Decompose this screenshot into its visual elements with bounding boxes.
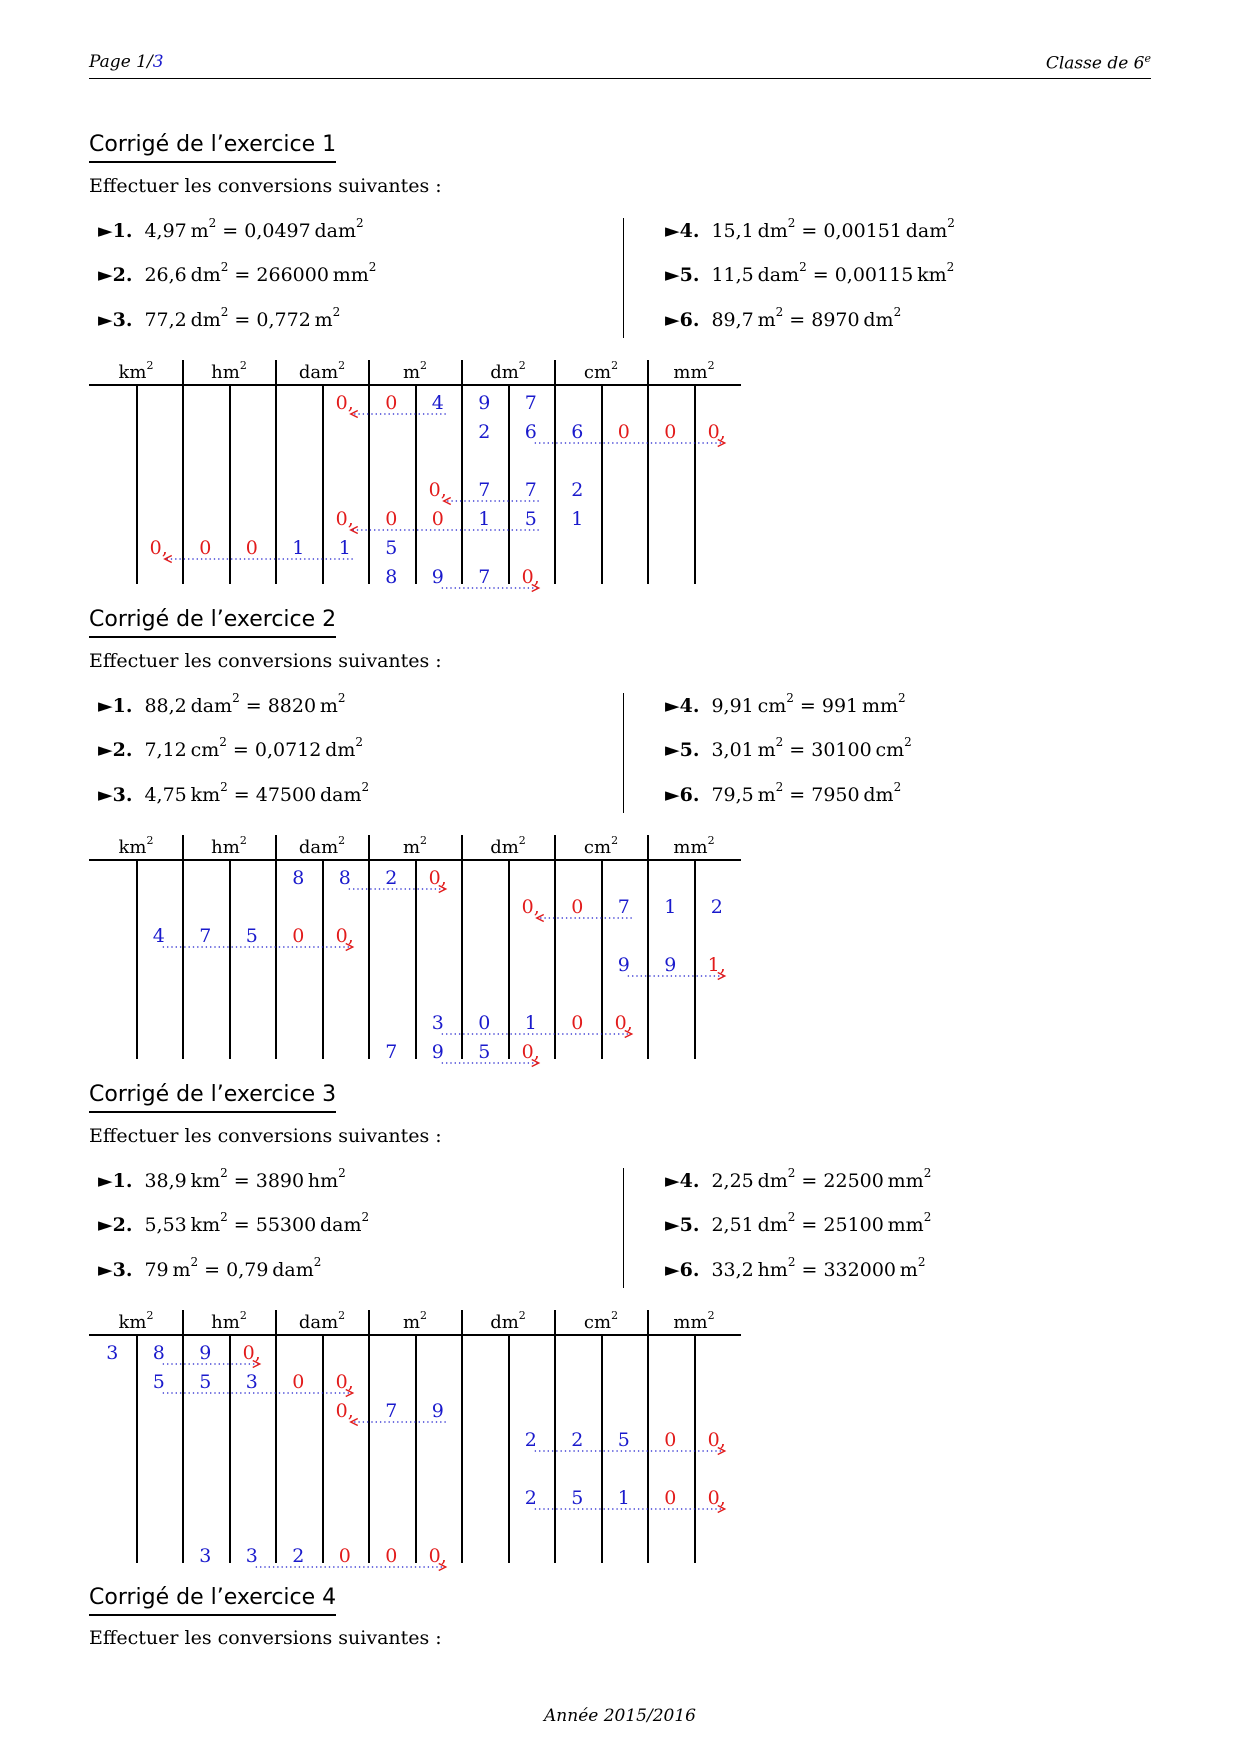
to-value: 0,79 bbox=[226, 1259, 269, 1281]
from-unit: hm bbox=[757, 1259, 788, 1281]
unit-exponent: 2 bbox=[787, 1210, 796, 1224]
from-value: 2,51 bbox=[711, 1214, 754, 1236]
unit-exponent: 2 bbox=[146, 834, 154, 847]
unit-name: dam bbox=[298, 362, 339, 383]
unit-name: hm bbox=[211, 1312, 240, 1333]
conversion-item: ►6. 33,2 $hm^2 = 332000$ $m^2$ bbox=[665, 1255, 926, 1281]
shift-arrow-head bbox=[718, 1506, 725, 1513]
unit-exponent: 2 bbox=[338, 359, 346, 372]
conversion-item: ►6. 89,7 $m^2 = 8970$ $dm^2$ bbox=[665, 305, 902, 331]
to-unit: cm bbox=[875, 739, 905, 761]
from-value: 26,6 bbox=[144, 264, 187, 286]
to-value: 0,00115 bbox=[834, 264, 914, 286]
table-digit: 5 bbox=[617, 1429, 630, 1451]
conversion-item: ►2. 5,53 $km^2 = 55300$ dam$^2$ bbox=[98, 1210, 370, 1236]
to-value: 55300 bbox=[255, 1214, 317, 1236]
unit-exponent: 2 bbox=[220, 1166, 228, 1180]
table-digit: 0 bbox=[385, 508, 398, 530]
table-digit: 8 bbox=[152, 1342, 165, 1364]
unit-name: dm bbox=[490, 1312, 519, 1333]
conversion-item: ►3. 77,2 $dm^2 = 0,772$ $m^2$ bbox=[98, 305, 341, 331]
to-unit: m bbox=[899, 1259, 918, 1281]
table-digit: 3 bbox=[245, 1545, 258, 1567]
table-digit: 0 bbox=[385, 392, 398, 414]
item-marker: ►6. bbox=[665, 1259, 700, 1281]
unit-exponent: 2 bbox=[220, 780, 228, 794]
to-value: 25100 bbox=[823, 1214, 884, 1236]
to-value: 7950 bbox=[811, 784, 860, 806]
table-digit: 4 bbox=[431, 392, 444, 414]
table-digit: 0 bbox=[338, 1545, 351, 1567]
table-digit: 1 bbox=[292, 537, 305, 559]
table-digit: 2 bbox=[292, 1545, 305, 1567]
table-digit: 0 bbox=[664, 1487, 677, 1509]
to-unit: m bbox=[319, 695, 338, 717]
table-digit: 5 bbox=[571, 1487, 584, 1509]
from-unit: dm bbox=[190, 264, 221, 286]
table-digit: 0 bbox=[571, 1012, 584, 1034]
table-digit: 2 bbox=[710, 896, 723, 918]
class-text: Classe de 6 bbox=[1045, 53, 1145, 74]
item-marker: ►1. bbox=[98, 1170, 133, 1192]
table-digit: 9 bbox=[199, 1342, 212, 1364]
unit-exponent: 2 bbox=[337, 691, 346, 705]
item-marker: ►5. bbox=[665, 1214, 700, 1236]
unit-exponent: 2 bbox=[775, 735, 784, 749]
unit-exponent: 2 bbox=[232, 691, 240, 705]
unit-exponent: 2 bbox=[338, 1309, 346, 1322]
unit-exponent: 2 bbox=[707, 359, 715, 372]
unit-exponent: 2 bbox=[420, 1309, 428, 1322]
unit-exponent: 2 bbox=[947, 216, 955, 230]
unit-exponent: 2 bbox=[220, 305, 229, 319]
exercise-title: Corrigé de l’exercice 2 bbox=[89, 607, 336, 638]
unit-exponent: 2 bbox=[707, 1309, 715, 1322]
unit-exponent: 2 bbox=[946, 260, 955, 274]
table-digit: 2 bbox=[478, 421, 491, 443]
unit-name: dm bbox=[490, 362, 519, 383]
shift-arrow-head bbox=[346, 1390, 353, 1397]
table-digit: 3 bbox=[431, 1012, 444, 1034]
unit-exponent: 2 bbox=[420, 359, 428, 372]
table-digit: 0, bbox=[242, 1342, 261, 1364]
unit-exponent: 2 bbox=[338, 834, 346, 847]
table-digit: 3 bbox=[245, 1371, 258, 1393]
table-digit: 1 bbox=[524, 1012, 537, 1034]
from-unit: cm bbox=[757, 695, 787, 717]
to-value: 0,0712 bbox=[254, 739, 322, 761]
table-digit: 0, bbox=[335, 1400, 354, 1422]
unit-exponent: 2 bbox=[332, 305, 341, 319]
table-digit: 0, bbox=[521, 566, 540, 588]
to-unit: dam bbox=[272, 1259, 314, 1281]
item-marker: ►3. bbox=[98, 1259, 133, 1281]
table-digit: 5 bbox=[385, 537, 398, 559]
from-unit: cm bbox=[190, 739, 220, 761]
item-marker: ►3. bbox=[98, 784, 133, 806]
table-digit: 0, bbox=[707, 421, 726, 443]
table-digit: 2 bbox=[571, 1429, 584, 1451]
item-marker: ►5. bbox=[665, 264, 700, 286]
unit-exponent: 2 bbox=[239, 1309, 247, 1322]
from-unit: km bbox=[190, 784, 221, 806]
unit-exponent: 2 bbox=[518, 834, 526, 847]
unit-exponent: 2 bbox=[368, 260, 377, 274]
table-digit: 9 bbox=[478, 392, 491, 414]
to-unit: mm bbox=[861, 695, 898, 717]
from-value: 88,2 bbox=[144, 695, 187, 717]
table-digit: 0 bbox=[385, 1545, 398, 1567]
unit-name: hm bbox=[211, 837, 240, 858]
from-unit: m bbox=[190, 220, 209, 242]
unit-exponent: 2 bbox=[361, 1210, 370, 1224]
to-unit: m bbox=[314, 309, 333, 331]
unit-exponent: 2 bbox=[338, 1166, 346, 1180]
from-value: 79 bbox=[144, 1259, 169, 1281]
table-digit: 2 bbox=[524, 1429, 537, 1451]
table-digit: 9 bbox=[664, 954, 677, 976]
table-digit: 4 bbox=[152, 925, 165, 947]
to-unit: mm bbox=[887, 1170, 924, 1192]
from-unit: dam bbox=[757, 264, 800, 286]
to-value: 22500 bbox=[823, 1170, 884, 1192]
to-value: 8820 bbox=[267, 695, 317, 717]
table-digit: 0 bbox=[617, 421, 630, 443]
unit-exponent: 2 bbox=[219, 735, 227, 749]
unit-name: km bbox=[118, 362, 147, 383]
item-marker: ►5. bbox=[665, 739, 700, 761]
table-digit: 5 bbox=[524, 508, 537, 530]
unit-name: cm bbox=[583, 1312, 612, 1333]
from-unit: km bbox=[190, 1170, 221, 1192]
table-digit: 9 bbox=[431, 566, 444, 588]
unit-exponent: 2 bbox=[313, 1255, 322, 1269]
conversion-item: ►5. 11,5 dam$^2$ = 0,00115 $km^2$ bbox=[665, 260, 955, 286]
unit-exponent: 2 bbox=[707, 834, 715, 847]
table-digit: 3 bbox=[199, 1545, 212, 1567]
to-value: 8970 bbox=[811, 309, 860, 331]
item-marker: ►2. bbox=[98, 739, 133, 761]
shift-arrow-head bbox=[718, 1448, 725, 1455]
unit-exponent: 2 bbox=[897, 691, 906, 705]
unit-name: m bbox=[402, 837, 421, 858]
conversion-item: ►4. 2,25 $dm^2 = 22500$ $mm^2$ bbox=[665, 1166, 932, 1192]
to-unit: km bbox=[917, 264, 947, 286]
from-unit: dm bbox=[757, 1214, 788, 1236]
unit-exponent: 2 bbox=[786, 691, 794, 705]
unit-name: cm bbox=[583, 362, 612, 383]
unit-exponent: 2 bbox=[904, 735, 912, 749]
unit-exponent: 2 bbox=[787, 216, 796, 230]
unit-exponent: 2 bbox=[518, 359, 526, 372]
table-digit: 0, bbox=[521, 1041, 540, 1063]
item-marker: ►1. bbox=[98, 220, 133, 242]
to-value: 3890 bbox=[255, 1170, 305, 1192]
conversion-item: ►1. 4,97 $m^2 = 0,0497$ dam$^2$ bbox=[98, 216, 364, 242]
table-digit: 0, bbox=[614, 1012, 633, 1034]
table-digit: 0, bbox=[707, 1487, 726, 1509]
unit-name: m bbox=[402, 1312, 421, 1333]
table-digit: 7 bbox=[385, 1400, 398, 1422]
to-unit: mm bbox=[332, 264, 369, 286]
unit-name: hm bbox=[211, 362, 240, 383]
table-digit: 1 bbox=[338, 537, 351, 559]
item-marker: ►4. bbox=[665, 220, 700, 242]
from-value: 2,25 bbox=[711, 1170, 754, 1192]
class-sup: e bbox=[1144, 52, 1151, 65]
from-value: 79,5 bbox=[711, 784, 754, 806]
unit-name: m bbox=[402, 362, 421, 383]
table-digit: 0, bbox=[707, 1429, 726, 1451]
page-total-link[interactable]: 3 bbox=[152, 52, 164, 72]
unit-exponent: 2 bbox=[923, 1210, 932, 1224]
to-value: 332000 bbox=[823, 1259, 896, 1281]
unit-name: mm bbox=[673, 837, 708, 858]
table-digit: 0 bbox=[292, 1371, 305, 1393]
from-unit: m bbox=[757, 739, 776, 761]
unit-exponent: 2 bbox=[611, 1309, 619, 1322]
from-unit: m bbox=[757, 784, 776, 806]
unit-name: dam bbox=[298, 1312, 339, 1333]
table-digit: 7 bbox=[478, 479, 491, 501]
from-value: 9,91 bbox=[711, 695, 754, 717]
unit-exponent: 2 bbox=[356, 216, 364, 230]
conversion-item: ►2. 7,12 $cm^2 = 0,0712$ $dm^2$ bbox=[98, 735, 363, 761]
table-digit: 1 bbox=[478, 508, 491, 530]
table-digit: 3 bbox=[106, 1342, 119, 1364]
table-digit: 5 bbox=[478, 1041, 491, 1063]
to-value: 991 bbox=[821, 695, 859, 717]
table-digit: 0 bbox=[571, 896, 584, 918]
item-marker: ►3. bbox=[98, 309, 133, 331]
from-unit: dam bbox=[190, 695, 233, 717]
exercise-title: Corrigé de l’exercice 3 bbox=[89, 1082, 336, 1113]
unit-name: mm bbox=[673, 362, 708, 383]
unit-exponent: 2 bbox=[220, 1210, 228, 1224]
table-digit: 1 bbox=[664, 896, 677, 918]
to-unit: hm bbox=[307, 1170, 339, 1192]
exercise-instruction: Effectuer les conversions suivantes : bbox=[89, 1627, 442, 1649]
unit-exponent: 2 bbox=[239, 359, 247, 372]
table-digit: 0, bbox=[428, 1545, 447, 1567]
unit-exponent: 2 bbox=[923, 1166, 932, 1180]
unit-exponent: 2 bbox=[190, 1255, 199, 1269]
unit-exponent: 2 bbox=[146, 1309, 154, 1322]
unit-exponent: 2 bbox=[917, 1255, 926, 1269]
unit-exponent: 2 bbox=[787, 1255, 796, 1269]
table-digit: 0 bbox=[245, 537, 258, 559]
table-digit: 1 bbox=[617, 1487, 630, 1509]
exercise-instruction: Effectuer les conversions suivantes : bbox=[89, 1125, 442, 1147]
conversion-item: ►3. 4,75 $km^2 = 47500$ dam$^2$ bbox=[98, 780, 370, 806]
table-digit: 2 bbox=[524, 1487, 537, 1509]
table-digit: 7 bbox=[199, 925, 212, 947]
unit-exponent: 2 bbox=[361, 780, 370, 794]
item-marker: ►4. bbox=[665, 695, 700, 717]
table-digit: 0 bbox=[664, 421, 677, 443]
table-digit: 6 bbox=[571, 421, 584, 443]
unit-exponent: 2 bbox=[611, 834, 619, 847]
conversion-item: ►5. 3,01 $m^2 = 30100$ $cm^2$ bbox=[665, 735, 912, 761]
table-digit: 7 bbox=[478, 566, 491, 588]
conversion-item: ►1. 38,9 $km^2 = 3890$ $hm^2$ bbox=[98, 1166, 346, 1192]
unit-exponent: 2 bbox=[208, 216, 217, 230]
table-digit: 5 bbox=[245, 925, 258, 947]
unit-exponent: 2 bbox=[775, 780, 784, 794]
unit-exponent: 2 bbox=[146, 359, 154, 372]
table-digit: 1, bbox=[707, 954, 726, 976]
to-value: 0,00151 bbox=[823, 220, 902, 242]
page-label: Page 1/ bbox=[89, 52, 153, 72]
to-unit: dam bbox=[319, 784, 362, 806]
unit-name: km bbox=[118, 837, 147, 858]
table-digit: 2 bbox=[385, 867, 398, 889]
from-unit: dm bbox=[757, 220, 788, 242]
from-unit: dm bbox=[190, 309, 221, 331]
table-digit: 7 bbox=[524, 479, 537, 501]
unit-name: km bbox=[118, 1312, 147, 1333]
unit-exponent: 2 bbox=[355, 735, 363, 749]
table-digit: 0, bbox=[149, 537, 168, 559]
item-marker: ►2. bbox=[98, 264, 133, 286]
unit-exponent: 2 bbox=[220, 260, 229, 274]
from-unit: m bbox=[172, 1259, 191, 1281]
table-digit: 0, bbox=[428, 479, 447, 501]
unit-exponent: 2 bbox=[611, 359, 619, 372]
from-value: 33,2 bbox=[711, 1259, 754, 1281]
from-unit: dm bbox=[757, 1170, 788, 1192]
conversion-item: ►2. 26,6 $dm^2 = 266000$ $mm^2$ bbox=[98, 260, 377, 286]
from-value: 77,2 bbox=[144, 309, 187, 331]
from-value: 7,12 bbox=[144, 739, 187, 761]
conversion-item: ►3. 79 $m^2 = 0,79$ dam$^2$ bbox=[98, 1255, 322, 1281]
table-digit: 7 bbox=[524, 392, 537, 414]
to-value: 47500 bbox=[255, 784, 317, 806]
unit-exponent: 2 bbox=[239, 834, 247, 847]
unit-name: cm bbox=[583, 837, 612, 858]
table-digit: 1 bbox=[571, 508, 584, 530]
to-value: 0,772 bbox=[256, 309, 311, 331]
to-value: 30100 bbox=[811, 739, 872, 761]
exercise-title: Corrigé de l’exercice 4 bbox=[89, 1585, 336, 1616]
item-marker: ►6. bbox=[665, 309, 700, 331]
table-digit: 8 bbox=[292, 867, 305, 889]
conversion-item: ►4. 15,1 $dm^2 = 0,00151$ dam$^2$ bbox=[665, 216, 955, 242]
from-unit: m bbox=[757, 309, 776, 331]
to-unit: dm bbox=[863, 309, 894, 331]
table-digit: 0, bbox=[521, 896, 540, 918]
exercise-title: Corrigé de l’exercice 1 bbox=[89, 132, 336, 163]
unit-exponent: 2 bbox=[799, 260, 807, 274]
table-digit: 0, bbox=[335, 925, 354, 947]
unit-name: dam bbox=[298, 837, 339, 858]
to-unit: dm bbox=[325, 739, 356, 761]
from-value: 4,75 bbox=[144, 784, 187, 806]
to-value: 0,0497 bbox=[244, 220, 311, 242]
to-unit: dam bbox=[314, 220, 357, 242]
from-value: 4,97 bbox=[144, 220, 187, 242]
table-digit: 0, bbox=[428, 867, 447, 889]
unit-exponent: 2 bbox=[775, 305, 784, 319]
table-digit: 0, bbox=[335, 1371, 354, 1393]
table-digit: 0 bbox=[478, 1012, 491, 1034]
page-footer: Année 2015/2016 bbox=[544, 1706, 696, 1726]
unit-name: dm bbox=[490, 837, 519, 858]
table-digit: 0, bbox=[335, 508, 354, 530]
from-value: 3,01 bbox=[711, 739, 754, 761]
from-value: 11,5 bbox=[711, 264, 754, 286]
to-unit: dam bbox=[905, 220, 948, 242]
conversion-item: ►4. 9,91 $cm^2 = 991$ $mm^2$ bbox=[665, 691, 906, 717]
from-value: 38,9 bbox=[144, 1170, 187, 1192]
exercise-instruction: Effectuer les conversions suivantes : bbox=[89, 175, 442, 197]
table-digit: 9 bbox=[431, 1400, 444, 1422]
table-digit: 5 bbox=[199, 1371, 212, 1393]
table-digit: 2 bbox=[571, 479, 584, 501]
unit-exponent: 2 bbox=[420, 834, 428, 847]
table-digit: 8 bbox=[338, 867, 351, 889]
table-digit: 0 bbox=[199, 537, 212, 559]
conversion-item: ►5. 2,51 $dm^2 = 25100$ $mm^2$ bbox=[665, 1210, 932, 1236]
item-marker: ►2. bbox=[98, 1214, 133, 1236]
exercise-instruction: Effectuer les conversions suivantes : bbox=[89, 650, 442, 672]
table-digit: 6 bbox=[524, 421, 537, 443]
table-digit: 0 bbox=[431, 508, 444, 530]
table-digit: 9 bbox=[617, 954, 630, 976]
table-digit: 9 bbox=[431, 1041, 444, 1063]
table-digit: 8 bbox=[385, 566, 398, 588]
item-marker: ►1. bbox=[98, 695, 133, 717]
unit-exponent: 2 bbox=[518, 1309, 526, 1322]
to-value: 266000 bbox=[256, 264, 329, 286]
conversion-item: ►6. 79,5 $m^2 = 7950$ $dm^2$ bbox=[665, 780, 902, 806]
item-marker: ►6. bbox=[665, 784, 700, 806]
from-unit: km bbox=[190, 1214, 221, 1236]
table-digit: 0, bbox=[335, 392, 354, 414]
table-digit: 0 bbox=[664, 1429, 677, 1451]
unit-exponent: 2 bbox=[893, 780, 902, 794]
table-digit: 0 bbox=[292, 925, 305, 947]
shift-arrow-head bbox=[439, 1564, 446, 1571]
unit-exponent: 2 bbox=[893, 305, 902, 319]
unit-exponent: 2 bbox=[787, 1166, 796, 1180]
from-value: 89,7 bbox=[711, 309, 754, 331]
to-unit: dam bbox=[319, 1214, 362, 1236]
to-unit: dm bbox=[863, 784, 894, 806]
item-marker: ►4. bbox=[665, 1170, 700, 1192]
from-value: 5,53 bbox=[144, 1214, 187, 1236]
table-digit: 7 bbox=[385, 1041, 398, 1063]
from-value: 15,1 bbox=[711, 220, 754, 242]
table-digit: 5 bbox=[152, 1371, 165, 1393]
table-digit: 7 bbox=[617, 896, 630, 918]
to-unit: mm bbox=[887, 1214, 924, 1236]
unit-name: mm bbox=[673, 1312, 708, 1333]
conversion-item: ►1. 88,2 dam$^2$ = 8820 $m^2$ bbox=[98, 691, 346, 717]
